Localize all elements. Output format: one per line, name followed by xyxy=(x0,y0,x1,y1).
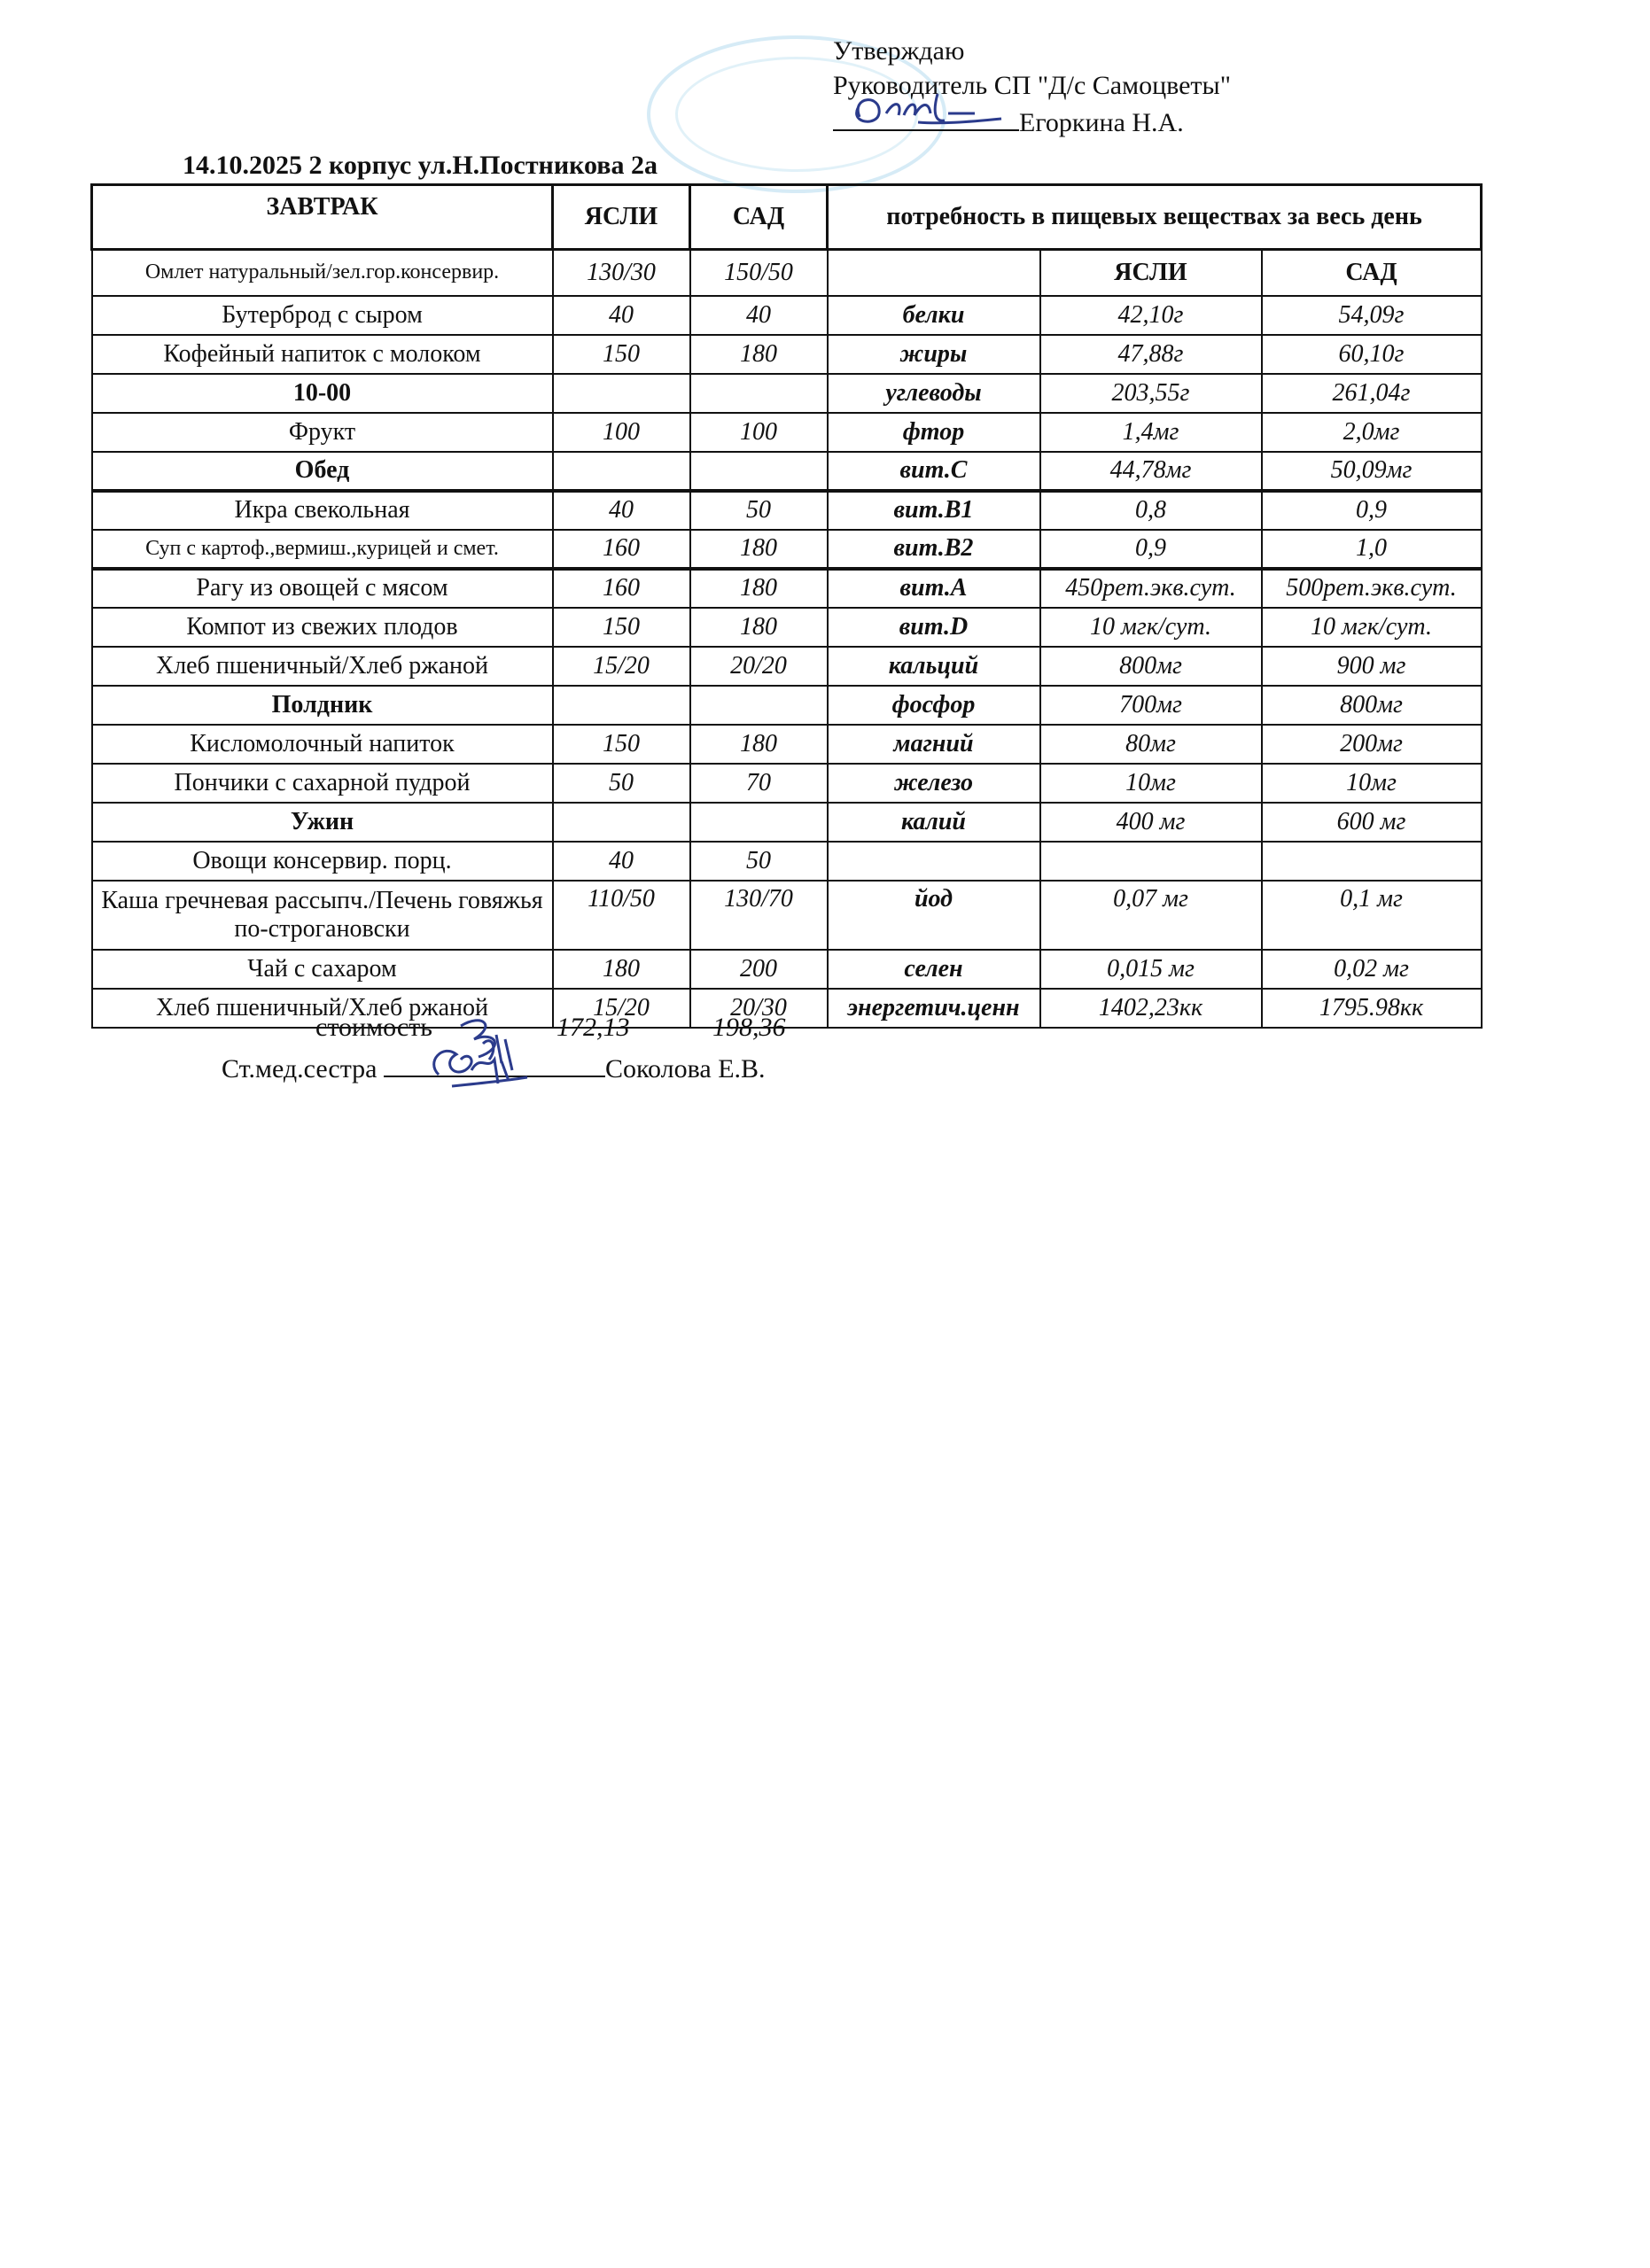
nutrient-nursery: 42,10г xyxy=(1040,296,1262,335)
table-row xyxy=(92,530,1482,569)
portion-kindergarten: 50 xyxy=(690,842,828,881)
nutrient-name xyxy=(828,842,1040,881)
portion-kindergarten: 180 xyxy=(690,530,828,569)
cost-label: стоимость xyxy=(315,1013,432,1042)
portion-kindergarten xyxy=(690,686,828,725)
nutrient-name: фосфор xyxy=(828,686,1040,725)
portion-kindergarten xyxy=(690,452,828,491)
table-row xyxy=(92,335,1482,374)
header-needs: потребность в пищевых веществах за весь день xyxy=(828,185,1482,250)
nutrient-name: фтор xyxy=(828,413,1040,452)
table-row xyxy=(92,764,1482,803)
portion-nursery: 50 xyxy=(553,764,690,803)
table-row xyxy=(92,842,1482,881)
approval-block xyxy=(833,34,1231,140)
portion-kindergarten xyxy=(690,803,828,842)
nutrient-kindergarten: 60,10г xyxy=(1262,335,1482,374)
portion-nursery: 130/30 xyxy=(553,250,690,296)
nutrient-nursery: 0,015 мг xyxy=(1040,950,1262,989)
nutrient-name: калий xyxy=(828,803,1040,842)
nutrient-kindergarten: 200мг xyxy=(1262,725,1482,764)
dish-name: Икра свекольная xyxy=(92,491,553,530)
portion-nursery: 160 xyxy=(553,530,690,569)
portion-nursery: 150 xyxy=(553,608,690,647)
nutrient-name: магний xyxy=(828,725,1040,764)
table-row xyxy=(92,881,1482,950)
nutrient-name: вит.В2 xyxy=(828,530,1040,569)
approval-heading: Утверждаю xyxy=(833,36,965,66)
table-row xyxy=(92,647,1482,686)
nutrient-kindergarten: 900 мг xyxy=(1262,647,1482,686)
nutrient-name: селен xyxy=(828,950,1040,989)
nutrient-name: йод xyxy=(828,881,1040,950)
table-row xyxy=(92,491,1482,530)
dish-name: Обед xyxy=(92,452,553,491)
portion-nursery xyxy=(553,374,690,413)
portion-kindergarten: 180 xyxy=(690,335,828,374)
portion-nursery xyxy=(553,803,690,842)
cost-nursery: 172,13 xyxy=(556,1013,630,1042)
table-row xyxy=(92,413,1482,452)
portion-nursery: 100 xyxy=(553,413,690,452)
portion-kindergarten xyxy=(690,374,828,413)
dish-name: Омлет натуральный/зел.гор.консервир. xyxy=(92,250,553,296)
header-meal: ЗАВТРАК xyxy=(92,185,553,250)
nutrient-kindergarten: 500рет.экв.сут. xyxy=(1262,569,1482,608)
dish-name: Кисломолочный напиток xyxy=(92,725,553,764)
director-signature xyxy=(833,103,1019,131)
portion-nursery: 150 xyxy=(553,725,690,764)
nutrient-nursery: 0,8 xyxy=(1040,491,1262,530)
portion-nursery: 160 xyxy=(553,569,690,608)
menu-table xyxy=(90,183,1483,1029)
nutrient-kindergarten: 0,9 xyxy=(1262,491,1482,530)
nutrient-kindergarten: 1,0 xyxy=(1262,530,1482,569)
table-row xyxy=(92,803,1482,842)
nurse-label: Ст.мед.сестра xyxy=(222,1054,377,1084)
nutrient-nursery xyxy=(1040,842,1262,881)
nutrient-kindergarten xyxy=(1262,842,1482,881)
dish-name: Полдник xyxy=(92,686,553,725)
cost-kindergarten: 198,36 xyxy=(712,1013,786,1042)
dish-name: Овощи консервир. порц. xyxy=(92,842,553,881)
portion-nursery: 40 xyxy=(553,491,690,530)
dish-name: 10-00 xyxy=(92,374,553,413)
nutrient-kindergarten: 800мг xyxy=(1262,686,1482,725)
table-row xyxy=(92,296,1482,335)
dish-name: Пончики с сахарной пудрой xyxy=(92,764,553,803)
nutrient-name xyxy=(828,250,1040,296)
nutrient-kindergarten: 2,0мг xyxy=(1262,413,1482,452)
needs-header-nursery: ЯСЛИ xyxy=(1040,250,1262,296)
nutrient-kindergarten: 1795.98кк xyxy=(1262,989,1482,1028)
nutrient-name: вит.D xyxy=(828,608,1040,647)
nutrient-kindergarten: 600 мг xyxy=(1262,803,1482,842)
portion-nursery: 150 xyxy=(553,335,690,374)
header-kindergarten: САД xyxy=(690,185,828,250)
nutrient-nursery: 1,4мг xyxy=(1040,413,1262,452)
portion-nursery xyxy=(553,686,690,725)
table-row xyxy=(92,452,1482,491)
dish-name: Рагу из овощей с мясом xyxy=(92,569,553,608)
nutrient-nursery: 450рет.экв.сут. xyxy=(1040,569,1262,608)
table-row xyxy=(92,686,1482,725)
nutrient-kindergarten: 10мг xyxy=(1262,764,1482,803)
nutrient-name: жиры xyxy=(828,335,1040,374)
nutrient-nursery: 203,55г xyxy=(1040,374,1262,413)
nutrient-name: вит.В1 xyxy=(828,491,1040,530)
dish-name: Чай с сахаром xyxy=(92,950,553,989)
nutrient-kindergarten: 50,09мг xyxy=(1262,452,1482,491)
dish-name: Ужин xyxy=(92,803,553,842)
portion-nursery: 15/20 xyxy=(553,989,690,1028)
nutrient-nursery: 44,78мг xyxy=(1040,452,1262,491)
nutrient-nursery: 0,9 xyxy=(1040,530,1262,569)
dish-name: Суп с картоф.,вермиш.,курицей и смет. xyxy=(92,530,553,569)
nutrient-kindergarten: 261,04г xyxy=(1262,374,1482,413)
portion-kindergarten: 200 xyxy=(690,950,828,989)
header-nursery: ЯСЛИ xyxy=(553,185,690,250)
portion-kindergarten: 150/50 xyxy=(690,250,828,296)
approval-position: Руководитель СП "Д/с Самоцветы" xyxy=(833,71,1231,100)
nutrient-nursery: 800мг xyxy=(1040,647,1262,686)
portion-kindergarten: 50 xyxy=(690,491,828,530)
portion-nursery: 110/50 xyxy=(553,881,690,950)
nutrient-name: вит.С xyxy=(828,452,1040,491)
nutrient-name: кальций xyxy=(828,647,1040,686)
nutrient-kindergarten: 0,02 мг xyxy=(1262,950,1482,989)
table-row xyxy=(92,725,1482,764)
portion-nursery: 15/20 xyxy=(553,647,690,686)
nutrient-nursery: 700мг xyxy=(1040,686,1262,725)
nutrient-kindergarten: 0,1 мг xyxy=(1262,881,1482,950)
nutrient-nursery: 400 мг xyxy=(1040,803,1262,842)
dish-name: Бутерброд с сыром xyxy=(92,296,553,335)
portion-kindergarten: 180 xyxy=(690,569,828,608)
portion-kindergarten: 180 xyxy=(690,725,828,764)
nutrient-name: углеводы xyxy=(828,374,1040,413)
nutrient-kindergarten: 54,09г xyxy=(1262,296,1482,335)
nurse-name: Соколова Е.В. xyxy=(605,1054,766,1084)
portion-nursery: 180 xyxy=(553,950,690,989)
portion-nursery xyxy=(553,452,690,491)
portion-kindergarten: 20/30 xyxy=(690,989,828,1028)
dish-name: Хлеб пшеничный/Хлеб ржаной xyxy=(92,989,553,1028)
needs-header-kindergarten: САД xyxy=(1262,250,1482,296)
nutrient-nursery: 1402,23кк xyxy=(1040,989,1262,1028)
dish-name: Фрукт xyxy=(92,413,553,452)
nutrient-name: энергетич.ценн xyxy=(828,989,1040,1028)
table-row xyxy=(92,374,1482,413)
nutrient-name: железо xyxy=(828,764,1040,803)
nutrient-nursery: 10 мгк/сут. xyxy=(1040,608,1262,647)
dish-name: Кофейный напиток с молоком xyxy=(92,335,553,374)
portion-nursery: 40 xyxy=(553,296,690,335)
dish-name: Компот из свежих плодов xyxy=(92,608,553,647)
portion-kindergarten: 180 xyxy=(690,608,828,647)
menu-title: 14.10.2025 2 корпус ул.Н.Постникова 2а xyxy=(183,151,658,180)
portion-kindergarten: 20/20 xyxy=(690,647,828,686)
approval-signature-row xyxy=(833,103,1231,140)
nurse-signature xyxy=(416,1035,532,1097)
nutrient-nursery: 80мг xyxy=(1040,725,1262,764)
portion-kindergarten: 100 xyxy=(690,413,828,452)
table-row xyxy=(92,569,1482,608)
portion-kindergarten: 130/70 xyxy=(690,881,828,950)
table-row xyxy=(92,989,1482,1028)
nutrient-name: вит.А xyxy=(828,569,1040,608)
table-row xyxy=(92,250,1482,296)
portion-kindergarten: 40 xyxy=(690,296,828,335)
table-row xyxy=(92,950,1482,989)
nutrient-nursery: 10мг xyxy=(1040,764,1262,803)
portion-kindergarten: 70 xyxy=(690,764,828,803)
portion-nursery: 40 xyxy=(553,842,690,881)
table-row xyxy=(92,608,1482,647)
dish-name: Каша гречневая рассыпч./Печень говяжья по-строгановски xyxy=(92,881,553,950)
nutrient-nursery: 0,07 мг xyxy=(1040,881,1262,950)
director-name: Егоркина Н.А. xyxy=(1019,108,1184,137)
table-header-row xyxy=(92,185,1482,250)
dish-name: Хлеб пшеничный/Хлеб ржаной xyxy=(92,647,553,686)
nutrient-nursery: 47,88г xyxy=(1040,335,1262,374)
nutrient-name: белки xyxy=(828,296,1040,335)
nutrient-kindergarten: 10 мгк/сут. xyxy=(1262,608,1482,647)
